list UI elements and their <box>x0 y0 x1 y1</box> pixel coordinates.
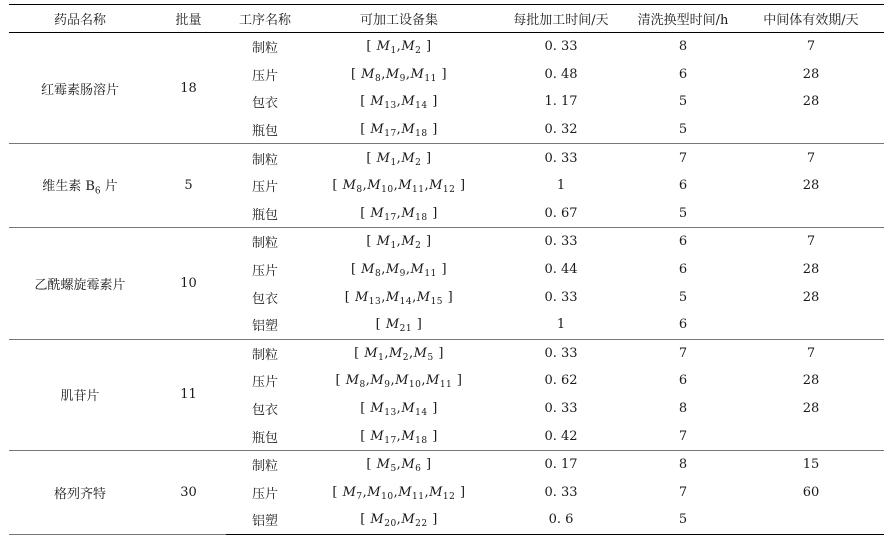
equipment-set: [ $M_{21}$ ] <box>375 317 423 335</box>
time-per-batch-cell: 1. 17 <box>544 94 578 110</box>
equipment-set-cell <box>304 88 494 116</box>
machine-index: 14 <box>415 408 428 419</box>
drug-name-cell <box>9 228 151 339</box>
machine-index: 13 <box>384 408 397 419</box>
machine-symbol: M <box>376 39 391 55</box>
time-per-batch-cell: 1 <box>556 178 566 194</box>
machine-symbol: M <box>345 373 360 389</box>
drug-name-subscript: 6 <box>94 186 101 197</box>
machine-symbol: M <box>410 66 425 82</box>
time-per-batch-cell: 0. 44 <box>544 262 578 278</box>
machine-index: 8 <box>359 380 366 391</box>
machine-index: 9 <box>399 73 406 84</box>
machine-index: 9 <box>384 380 391 391</box>
drug-name-suffix: 片 <box>100 178 118 194</box>
machine-index: 2 <box>415 157 422 168</box>
machine-symbol: M <box>429 484 443 500</box>
validity-period-cell: 28 <box>802 178 820 194</box>
time-per-batch-cell: 0. 33 <box>544 345 578 361</box>
machine-index: 17 <box>384 212 397 223</box>
batch-size-cell: 10 <box>151 228 226 339</box>
time-per-batch-cell: 0. 42 <box>494 422 628 450</box>
machine-index: 18 <box>415 129 428 140</box>
drug-name: 维生素 B <box>42 178 95 194</box>
process-name-cell: 制粒 <box>251 347 278 363</box>
process-name-cell: 压片 <box>251 68 278 84</box>
time-per-batch-cell: 0. 33 <box>544 401 578 417</box>
batch-size-cell: 5 <box>151 144 226 228</box>
drug-name: 格列齐特 <box>53 486 106 502</box>
machine-index: 10 <box>408 380 422 391</box>
machine-symbol: M <box>413 345 428 361</box>
validity-period-cell: 7 <box>806 345 816 361</box>
changeover-time-cell: 6 <box>628 311 738 339</box>
machine-symbol: M <box>401 94 416 110</box>
machine-symbol: M <box>361 66 375 82</box>
machine-symbol: M <box>401 428 416 444</box>
validity-period-cell: 28 <box>802 262 820 278</box>
equipment-set-cell <box>304 61 494 89</box>
machine-symbol: M <box>385 66 400 82</box>
machine-symbol: M <box>370 205 385 221</box>
header-equipment-set: 可加工设备集 <box>304 5 494 33</box>
changeover-time-cell: 7 <box>678 484 688 500</box>
machine-symbol: M <box>385 317 400 333</box>
drug-name-cell <box>9 33 151 144</box>
header-batch-size: 批量 <box>151 5 226 33</box>
validity-period-cell: 28 <box>802 289 820 305</box>
changeover-time-cell: 8 <box>678 401 688 417</box>
process-name-cell: 压片 <box>251 375 278 391</box>
machine-index: 15 <box>430 296 444 307</box>
machine-symbol: M <box>401 205 416 221</box>
equipment-set: [ $M_{13},M_{14}$ ] <box>360 401 438 419</box>
changeover-time-cell: 5 <box>628 506 738 534</box>
validity-period-cell: 60 <box>802 484 820 500</box>
table-body <box>9 33 884 535</box>
equipment-set-cell <box>304 479 494 507</box>
machine-symbol: M <box>385 262 400 278</box>
validity-period-cell <box>738 422 884 450</box>
equipment-set-cell <box>304 506 494 534</box>
header-process-name: 工序名称 <box>226 5 304 33</box>
process-name-cell: 瓶包 <box>226 422 304 450</box>
equipment-set: [ $M_8,M_9,M_{11}$ ] <box>350 262 448 280</box>
equipment-set: [ $M_{17},M_{18}$ ] <box>360 122 438 140</box>
machine-symbol: M <box>376 234 391 250</box>
time-per-batch-cell: 0. 67 <box>494 200 628 228</box>
process-name-cell: 铝塑 <box>226 311 304 339</box>
header-changeover-time: 清洗换型时间/h <box>628 5 738 33</box>
table-row <box>9 339 884 367</box>
process-name-cell: 瓶包 <box>226 200 304 228</box>
time-per-batch-cell: 0. 33 <box>544 484 578 500</box>
machine-index: 7 <box>356 491 363 502</box>
validity-period-cell: 7 <box>806 150 816 166</box>
validity-period-cell <box>738 200 884 228</box>
drug-name: 乙酰螺旋霉素片 <box>34 277 126 293</box>
machine-symbol: M <box>370 94 385 110</box>
changeover-time-cell: 8 <box>678 39 688 55</box>
machine-index: 5 <box>427 352 434 363</box>
machine-index: 10 <box>381 185 394 196</box>
validity-period-cell: 28 <box>802 373 820 389</box>
machine-index: 8 <box>356 185 363 196</box>
machine-symbol: M <box>370 373 385 389</box>
equipment-set: [ $M_8,M_9,M_{10},M_{11}$ ] <box>335 373 463 391</box>
machine-symbol: M <box>395 373 409 389</box>
time-per-batch-cell: 0. 33 <box>544 234 578 250</box>
process-name-cell: 制粒 <box>251 41 278 57</box>
machine-symbol: M <box>401 39 416 55</box>
table-row <box>9 33 884 61</box>
validity-period-cell <box>738 506 884 534</box>
machine-symbol: M <box>376 150 391 166</box>
equipment-set-cell <box>304 33 494 61</box>
machine-index: 9 <box>399 269 406 280</box>
equipment-set-cell <box>304 283 494 311</box>
validity-period-cell <box>738 116 884 144</box>
drug-name-cell <box>9 450 151 534</box>
batch-size-cell: 30 <box>151 450 226 534</box>
time-per-batch-cell: 0. 33 <box>544 39 578 55</box>
equipment-set: [ $M_{13},M_{14}$ ] <box>360 94 438 112</box>
time-per-batch-cell: 0. 33 <box>544 289 578 305</box>
equipment-set-cell <box>304 256 494 284</box>
machine-symbol: M <box>370 122 385 138</box>
machine-index: 1 <box>378 352 385 363</box>
machine-index: 17 <box>384 129 397 140</box>
machine-symbol: M <box>370 428 385 444</box>
drug-name: 红霉素肠溶片 <box>40 82 119 98</box>
time-per-batch-cell: 0. 33 <box>544 150 578 166</box>
header-row <box>9 5 884 33</box>
changeover-time-cell: 6 <box>678 178 688 194</box>
machine-index: 18 <box>415 435 428 446</box>
drug-name-cell <box>9 144 151 228</box>
machine-index: 22 <box>415 519 428 530</box>
equipment-set: [ $M_8,M_9,M_{11}$ ] <box>350 66 448 84</box>
process-name-cell: 包衣 <box>251 96 278 112</box>
equipment-set-cell <box>304 339 494 367</box>
process-name-cell: 制粒 <box>251 236 278 252</box>
machine-symbol: M <box>429 178 443 194</box>
equipment-set-cell <box>304 450 494 478</box>
equipment-set: [ $M_{20},M_{22}$ ] <box>360 512 438 530</box>
machine-index: 20 <box>384 519 397 530</box>
equipment-set: [ $M_1,M_2$ ] <box>366 234 432 252</box>
machine-symbol: M <box>401 150 416 166</box>
machine-symbol: M <box>401 457 416 473</box>
machine-symbol: M <box>410 262 425 278</box>
machine-symbol: M <box>401 401 416 417</box>
equipment-set: [ $M_{17},M_{18}$ ] <box>360 428 438 446</box>
machine-symbol: M <box>401 234 416 250</box>
machine-index: 14 <box>399 296 413 307</box>
equipment-set-cell <box>304 422 494 450</box>
header-drug-name: 药品名称 <box>9 5 151 33</box>
changeover-time-cell: 6 <box>678 262 688 278</box>
changeover-time-cell: 5 <box>628 200 738 228</box>
time-per-batch-cell: 0. 62 <box>544 373 578 389</box>
machine-index: 11 <box>424 269 437 280</box>
time-per-batch-cell: 0. 17 <box>544 457 578 473</box>
time-per-batch-cell: 0. 6 <box>494 506 628 534</box>
equipment-set-cell <box>304 144 494 172</box>
machine-symbol: M <box>361 262 375 278</box>
changeover-time-cell: 7 <box>678 345 688 361</box>
equipment-set-cell <box>304 172 494 200</box>
machine-symbol: M <box>401 512 416 528</box>
machine-index: 17 <box>384 435 397 446</box>
equipment-set: [ $M_1,M_2,M_5$ ] <box>354 345 444 363</box>
process-name-cell: 压片 <box>251 486 278 502</box>
machine-symbol: M <box>398 484 413 500</box>
batch-size-cell: 18 <box>151 33 226 144</box>
machine-index: 6 <box>415 464 422 475</box>
machine-index: 8 <box>374 269 382 280</box>
machine-index: 21 <box>399 324 413 335</box>
machine-index: 8 <box>374 73 382 84</box>
validity-period-cell: 7 <box>806 234 816 250</box>
process-name-cell: 压片 <box>251 264 278 280</box>
validity-period-cell: 28 <box>802 94 820 110</box>
machine-index: 1 <box>390 241 397 252</box>
equipment-set: [ $M_7,M_{10},M_{11},M_{12}$ ] <box>332 484 466 502</box>
process-name-cell: 瓶包 <box>226 116 304 144</box>
machine-index: 14 <box>415 101 428 112</box>
table-row <box>9 228 884 256</box>
equipment-set-cell <box>304 200 494 228</box>
changeover-time-cell: 6 <box>678 234 688 250</box>
machine-index: 11 <box>424 73 437 84</box>
changeover-time-cell: 5 <box>678 289 688 305</box>
changeover-time-cell: 7 <box>678 150 688 166</box>
machine-symbol: M <box>364 345 379 361</box>
machine-index: 18 <box>415 212 428 223</box>
equipment-set-cell <box>304 116 494 144</box>
machine-symbol: M <box>367 178 382 194</box>
validity-period-cell: 7 <box>806 39 816 55</box>
changeover-time-cell: 6 <box>678 373 688 389</box>
changeover-time-cell: 5 <box>678 94 688 110</box>
equipment-set: [ $M_8,M_{10},M_{11},M_{12}$ ] <box>332 178 466 196</box>
machine-symbol: M <box>416 289 431 305</box>
machine-index: 11 <box>412 491 425 502</box>
changeover-time-cell: 7 <box>628 422 738 450</box>
machine-index: 5 <box>390 464 397 475</box>
validity-period-cell <box>738 311 884 339</box>
time-per-batch-cell: 0. 32 <box>494 116 628 144</box>
process-name-cell: 制粒 <box>251 152 278 168</box>
time-per-batch-cell: 1 <box>494 311 628 339</box>
equipment-set: [ $M_1,M_2$ ] <box>366 39 432 57</box>
machine-symbol: M <box>354 289 369 305</box>
changeover-time-cell: 8 <box>678 457 688 473</box>
header-validity-period: 中间体有效期/天 <box>738 5 884 33</box>
equipment-set-cell <box>304 311 494 339</box>
equipment-set: [ $M_1,M_2$ ] <box>366 150 432 168</box>
machine-symbol: M <box>385 289 400 305</box>
machine-symbol: M <box>370 512 385 528</box>
machine-index: 11 <box>439 380 453 391</box>
machine-index: 1 <box>390 46 397 57</box>
machine-symbol: M <box>370 401 385 417</box>
equipment-set-cell <box>304 228 494 256</box>
changeover-time-cell: 6 <box>678 66 688 82</box>
drug-name-cell <box>9 339 151 450</box>
equipment-set-cell <box>304 367 494 395</box>
equipment-set: [ $M_5,M_6$ ] <box>366 457 432 475</box>
process-name-cell: 包衣 <box>251 291 278 307</box>
table-row <box>9 450 884 478</box>
machine-symbol: M <box>401 122 416 138</box>
table-row <box>9 144 884 172</box>
process-name-cell: 包衣 <box>251 403 278 419</box>
process-name-cell: 压片 <box>251 180 278 196</box>
machine-index: 13 <box>384 101 397 112</box>
machine-index: 2 <box>415 46 422 57</box>
machine-symbol: M <box>376 457 391 473</box>
machine-symbol: M <box>342 178 357 194</box>
machine-index: 1 <box>390 157 397 168</box>
equipment-set: [ $M_{17},M_{18}$ ] <box>360 205 438 223</box>
process-name-cell: 制粒 <box>251 459 278 475</box>
machine-symbol: M <box>342 484 357 500</box>
machine-index: 10 <box>381 491 394 502</box>
validity-period-cell: 28 <box>802 401 820 417</box>
machine-symbol: M <box>388 345 403 361</box>
validity-period-cell: 28 <box>802 66 820 82</box>
machine-index: 12 <box>442 185 456 196</box>
batch-size-cell: 11 <box>151 339 226 450</box>
machine-index: 13 <box>368 296 382 307</box>
machine-index: 2 <box>415 241 422 252</box>
changeover-time-cell: 5 <box>628 116 738 144</box>
machine-index: 2 <box>402 352 410 363</box>
equipment-set: [ $M_{13},M_{14},M_{15}$ ] <box>344 289 454 307</box>
time-per-batch-cell: 0. 48 <box>544 66 578 82</box>
equipment-set-cell <box>304 395 494 423</box>
process-name-cell: 铝塑 <box>226 506 304 534</box>
drug-process-table <box>9 4 884 535</box>
machine-symbol: M <box>398 178 413 194</box>
header-time-per-batch: 每批加工时间/天 <box>494 5 628 33</box>
drug-name: 肌苷片 <box>60 389 100 405</box>
machine-index: 11 <box>412 185 425 196</box>
validity-period-cell: 15 <box>802 457 820 473</box>
machine-index: 12 <box>442 491 456 502</box>
machine-symbol: M <box>426 373 440 389</box>
machine-symbol: M <box>367 484 382 500</box>
